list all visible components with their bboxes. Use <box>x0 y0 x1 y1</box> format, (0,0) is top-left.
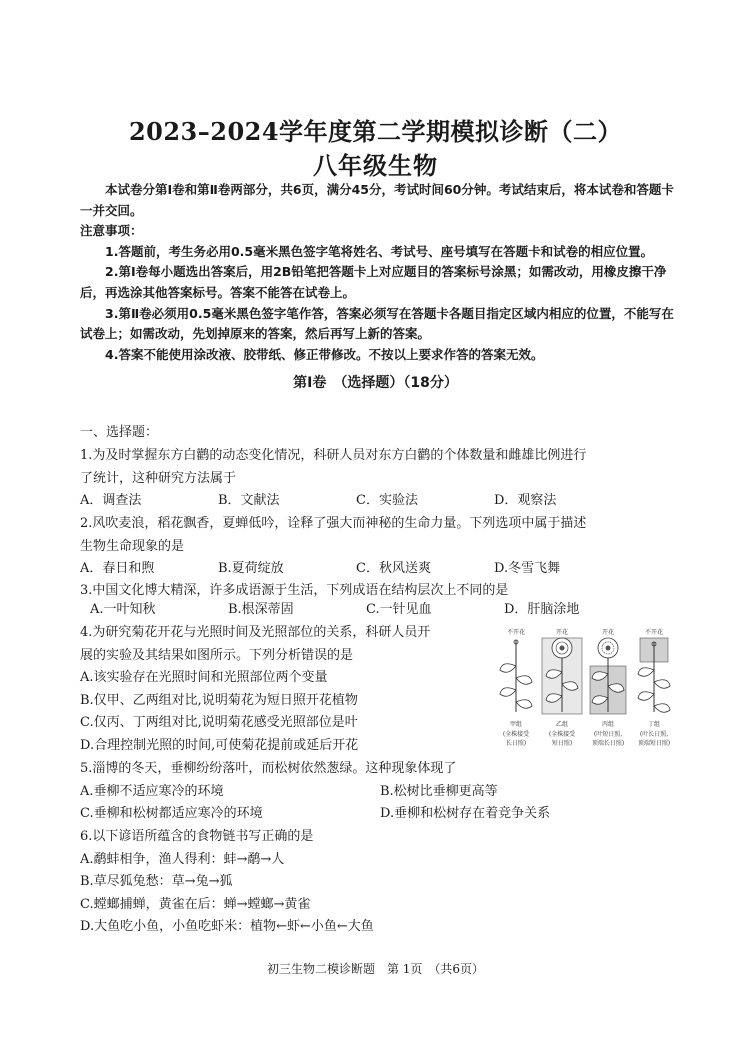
note-item: 1.答题前，考生务必用0.5毫米黑色签字笔将姓名、考试号、座号填写在答题卡和试卷的相应位置。 <box>105 243 654 259</box>
question-stem: 2.风吹麦浪，稻花飘香，夏蝉低吟，诠释了强大而神秘的生命力量。下列选项中属于描述 <box>80 516 587 531</box>
question-stem: 展的实验及其结果如图所示。下列分析错误的是 <box>80 647 354 663</box>
question-5 <box>80 758 680 826</box>
plant-group-1 <box>500 640 532 712</box>
group-desc: (叶长日照, <box>639 731 669 738</box>
group-desc: 长日照) <box>505 740 527 747</box>
group-result-label: 不开花 <box>644 629 664 636</box>
group-desc: 顶端长日照) <box>591 740 625 747</box>
question-options <box>80 558 680 581</box>
option-d: D.大鱼吃小鱼，小鱼吃虾米：植物←虾←小鱼←大鱼 <box>80 919 374 934</box>
question-stem: 3.中国文化博大精深，许多成语源于生活，下列成语在结构层次上不同的是 <box>80 583 509 598</box>
option-b: B.松树比垂柳更高等 <box>380 783 498 799</box>
option-b: B．文献法 <box>218 493 280 508</box>
group-result-label: 开花 <box>555 629 569 636</box>
question-stem: 6.以下谚语所蕴含的食物链书写正确的是 <box>80 829 314 844</box>
group-name: 丁组 <box>647 721 661 728</box>
group-result-label: 开花 <box>601 629 615 636</box>
option-a: A．调查法 <box>80 493 142 508</box>
option-a: A.鹬蚌相争，渔人得利：蚌→鹬→人 <box>80 851 285 867</box>
option-c: C．实验法 <box>356 493 418 508</box>
chrysanthemum-experiment-figure <box>494 626 684 754</box>
group-name: 甲组 <box>509 721 523 728</box>
plant-group-3 <box>590 638 626 714</box>
option-c: C．秋风送爽 <box>356 561 431 576</box>
page-footer: 初三生物二模诊断题 第 1页 （共6页） <box>266 962 485 976</box>
option-a: A．春日和煦 <box>80 561 155 576</box>
option-d: D．观察法 <box>494 493 557 508</box>
question-6 <box>80 826 680 939</box>
group-desc: (叶短日照, <box>593 731 623 738</box>
question-options <box>80 781 680 804</box>
section-title: 第Ⅰ卷 （选择题）（18分） <box>293 375 458 391</box>
option-b: B.草尽狐兔愁：草→兔→狐 <box>80 874 233 889</box>
plant-group-2 <box>542 638 582 714</box>
option-c: C.垂柳和松树都适应寒冷的环境 <box>80 806 263 821</box>
note-item: 3.第Ⅱ卷必须用0.5毫米黑色签字笔作答，答案必须写在答题卡各题目指定区域内相应的位置，不能写在试卷上；如需改动，先划掉原来的答案，然后再写上新的答案。 <box>80 305 674 342</box>
option-b: B.根深蒂固 <box>228 602 294 617</box>
instructions-intro: 本试卷分第Ⅰ卷和第Ⅱ卷两部分，共6页，满分45分，考试时间60分钟。考试结束后，将本试卷和答题卡一并交回。 <box>80 182 674 218</box>
option-c: C.螳螂捕蝉，黄雀在后：蝉→螳螂→黄雀 <box>80 896 311 912</box>
option-a: A.该实验存在光照时间和光照部位两个变量 <box>80 670 328 685</box>
option-d: D.合理控制光照的时间,可使菊花提前或延后开花 <box>80 737 359 753</box>
question-1 <box>80 445 680 513</box>
notes-heading: 注意事项： <box>80 223 143 239</box>
option-b: B.仅甲、乙两组对比,说明菊花为短日照开花植物 <box>80 692 358 708</box>
note-item: 4.答案不能使用涂改液、胶带纸、修正带修改。不按以上要求作答的答案无效。 <box>105 346 544 362</box>
group-desc: 短日照) <box>551 740 573 747</box>
experiment-diagram <box>494 626 684 754</box>
question-4 <box>80 622 500 757</box>
option-d: D．肝脑涂地 <box>504 602 580 617</box>
group-desc: 顶端短日照) <box>637 740 671 747</box>
question-stem: 1.为及时掌握东方白鹳的动态变化情况，科研人员对东方白鹳的个体数量和雌雄比例进行 <box>80 448 587 463</box>
question-options <box>80 600 680 619</box>
question-stem: 了统计，这种研究方法属于 <box>80 470 237 486</box>
option-c: C.仅丙、丁两组对比,说明菊花感受光照部位是叶 <box>80 715 358 730</box>
option-a: A.垂柳不适应寒冷的环境 <box>80 783 224 799</box>
question-stem: 5.淄博的冬天，垂柳纷纷落叶，而松树依然葱绿。这种现象体现了 <box>80 761 457 776</box>
question-stem: 生物生命现象的是 <box>80 538 185 554</box>
group-desc: (全株接受 <box>502 731 530 738</box>
option-c: C.一针见血 <box>366 602 432 617</box>
exam-instructions <box>80 180 676 365</box>
note-item: 2.第Ⅰ卷每小题选出答案后，用2B铅笔把答题卡上对应题目的答案标号涂黑；如需改动，用橡皮擦干净后，再选涂其他答案标号。答案不能答在试卷上。 <box>80 264 667 300</box>
part-heading: 一、选择题： <box>80 425 159 440</box>
group-name: 丙组 <box>601 721 615 728</box>
question-stem: 4.为研究菊花开花与光照时间及光照部位的关系，科研人员开 <box>80 625 431 640</box>
question-options <box>80 803 680 826</box>
exam-subtitle: 八年级生物 <box>313 151 438 180</box>
question-2 <box>80 513 680 581</box>
option-d: D.冬雪飞舞 <box>494 561 561 576</box>
group-desc: (全株接受 <box>548 731 576 738</box>
exam-title: 2023–2024学年度第二学期模拟诊断（二） <box>128 117 623 146</box>
question-3 <box>80 581 680 619</box>
group-result-label: 不开花 <box>506 629 526 636</box>
plant-group-4 <box>638 638 670 712</box>
option-a: A.一叶知秋 <box>90 602 156 617</box>
question-options <box>80 490 680 513</box>
option-d: D.垂柳和松树存在着竞争关系 <box>380 806 551 821</box>
group-name: 乙组 <box>555 721 569 728</box>
option-b: B.夏荷绽放 <box>218 561 284 576</box>
